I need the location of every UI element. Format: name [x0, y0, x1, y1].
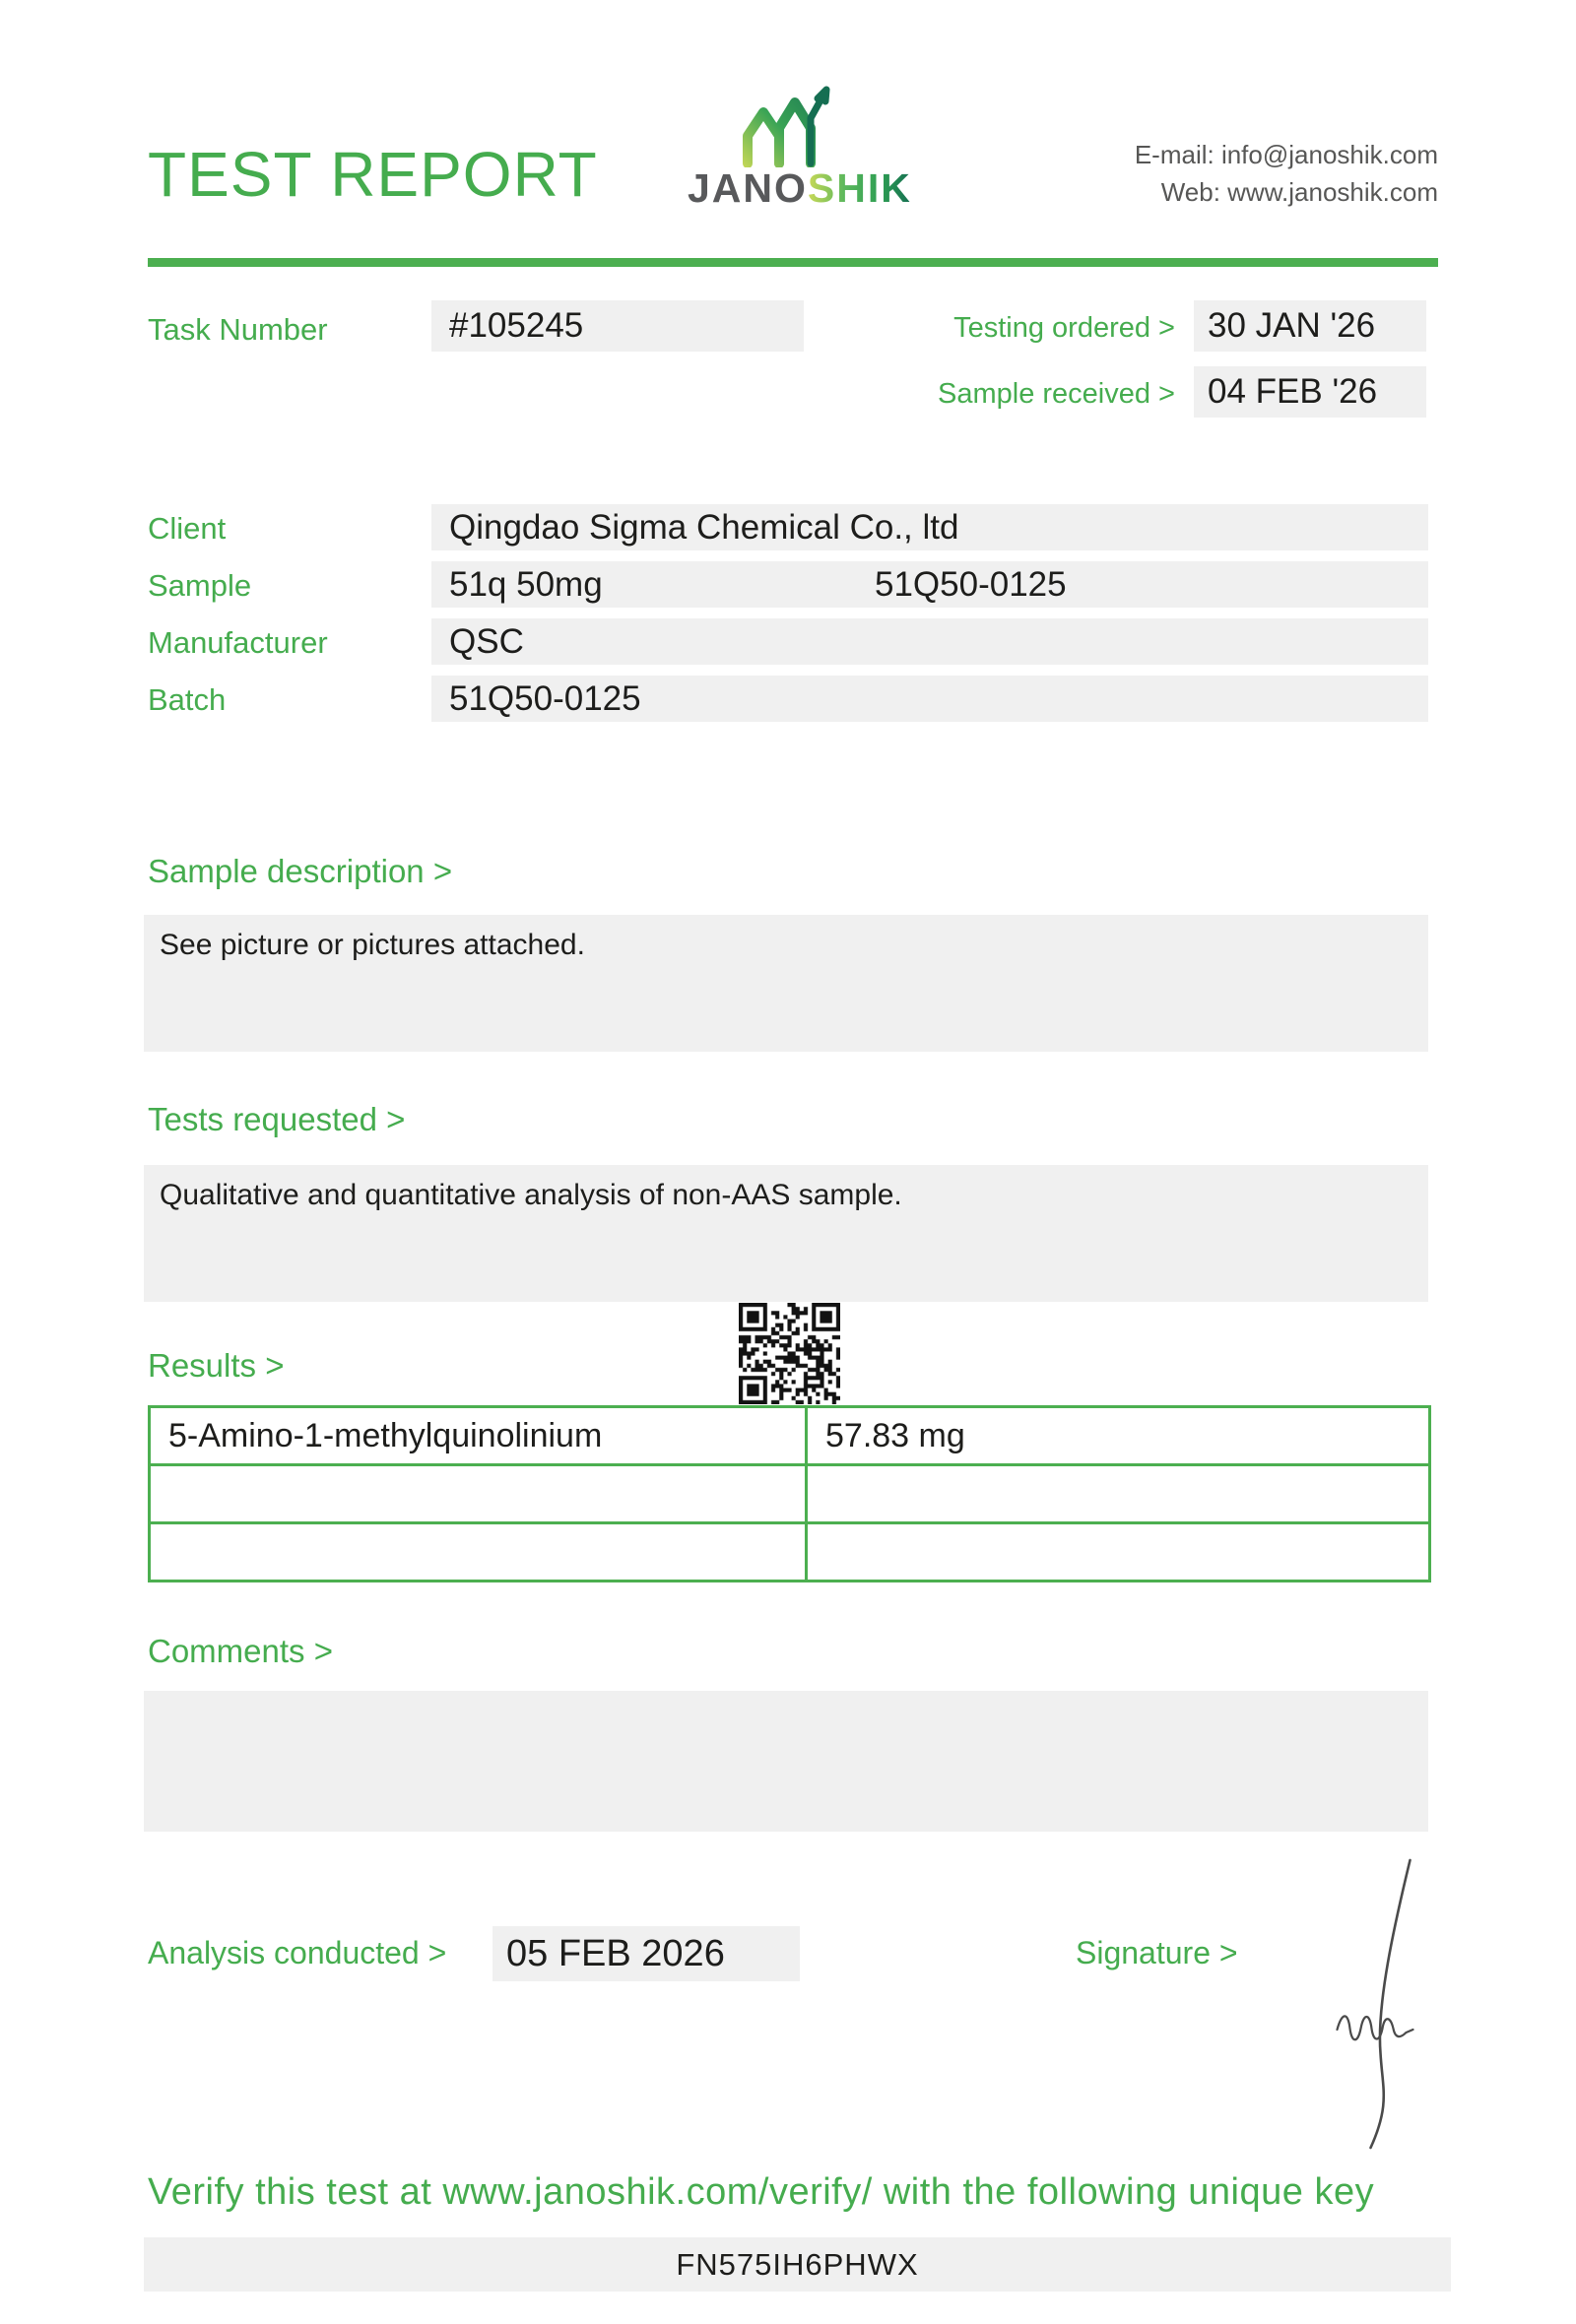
table-row [151, 1463, 1428, 1521]
header-divider [148, 258, 1438, 267]
janoshik-logo-text [688, 165, 912, 212]
analyte-cell [151, 1524, 808, 1580]
client-value [431, 504, 1428, 550]
batch-label: Batch [148, 682, 227, 717]
tests-requested-heading: Tests requested > [148, 1101, 406, 1137]
sample-description-heading: Sample description > [148, 853, 453, 889]
testing-ordered-label: Testing ordered > [953, 312, 1175, 344]
analyte-cell [151, 1466, 808, 1521]
sample-value-text: 51q 50mg [449, 565, 603, 604]
analysis-conducted-label: Analysis conducted > [148, 1935, 447, 1970]
sample-received-label: Sample received > [938, 378, 1175, 410]
batch-value-text: 51Q50-0125 [449, 679, 641, 718]
testing-ordered-value: 30 JAN '26 [1194, 300, 1426, 352]
signature-image [1305, 1856, 1448, 2157]
results-heading: Results > [148, 1347, 285, 1384]
logo-text-secondary: SHIK [807, 165, 912, 211]
page-title: TEST REPORT [148, 139, 598, 210]
manufacturer-value-text: QSC [449, 622, 524, 661]
contact-block [1135, 136, 1438, 211]
results-table [148, 1405, 1431, 1582]
amount-cell [808, 1524, 1428, 1580]
sample-received-value: 04 FEB '26 [1194, 366, 1426, 418]
task-number-value: #105245 [431, 300, 804, 352]
table-row [151, 1408, 1428, 1463]
client-label: Client [148, 511, 227, 546]
amount-cell: 57.83 mg [825, 1417, 965, 1454]
batch-value [431, 676, 1428, 722]
sample-batch-text: 51Q50-0125 [875, 565, 1067, 604]
sample-label: Sample [148, 568, 252, 603]
qr-code [739, 1303, 840, 1404]
tests-requested-text: Qualitative and quantitative analysis of non-AAS sample. [160, 1179, 902, 1211]
signature-label: Signature > [1076, 1935, 1238, 1970]
sample-value [431, 561, 1428, 608]
amount-cell [808, 1466, 1428, 1521]
analyte-cell: 5-Amino-1-methylquinolinium [151, 1408, 808, 1463]
sample-description-box [144, 915, 1428, 1052]
manufacturer-value [431, 618, 1428, 665]
contact-email: E-mail: info@janoshik.com [1134, 140, 1438, 169]
analysis-date-value: 05 FEB 2026 [492, 1926, 800, 1981]
task-number-label: Task Number [148, 312, 328, 347]
tests-requested-box [144, 1165, 1428, 1302]
verify-instruction: Verify this test at www.janoshik.com/verify/ with the following unique key [148, 2171, 1375, 2213]
contact-web: Web: www.janoshik.com [1160, 177, 1438, 207]
logo-text-primary: JANO [688, 165, 808, 211]
comments-box [144, 1691, 1428, 1832]
client-value-text: Qingdao Sigma Chemical Co., ltd [449, 508, 959, 547]
sample-description-text: See picture or pictures attached. [160, 929, 585, 961]
comments-heading: Comments > [148, 1633, 333, 1669]
table-row [151, 1521, 1428, 1580]
janoshik-logo-icon [741, 79, 831, 172]
manufacturer-label: Manufacturer [148, 625, 328, 660]
verify-key: FN575IH6PHWX [144, 2237, 1451, 2292]
